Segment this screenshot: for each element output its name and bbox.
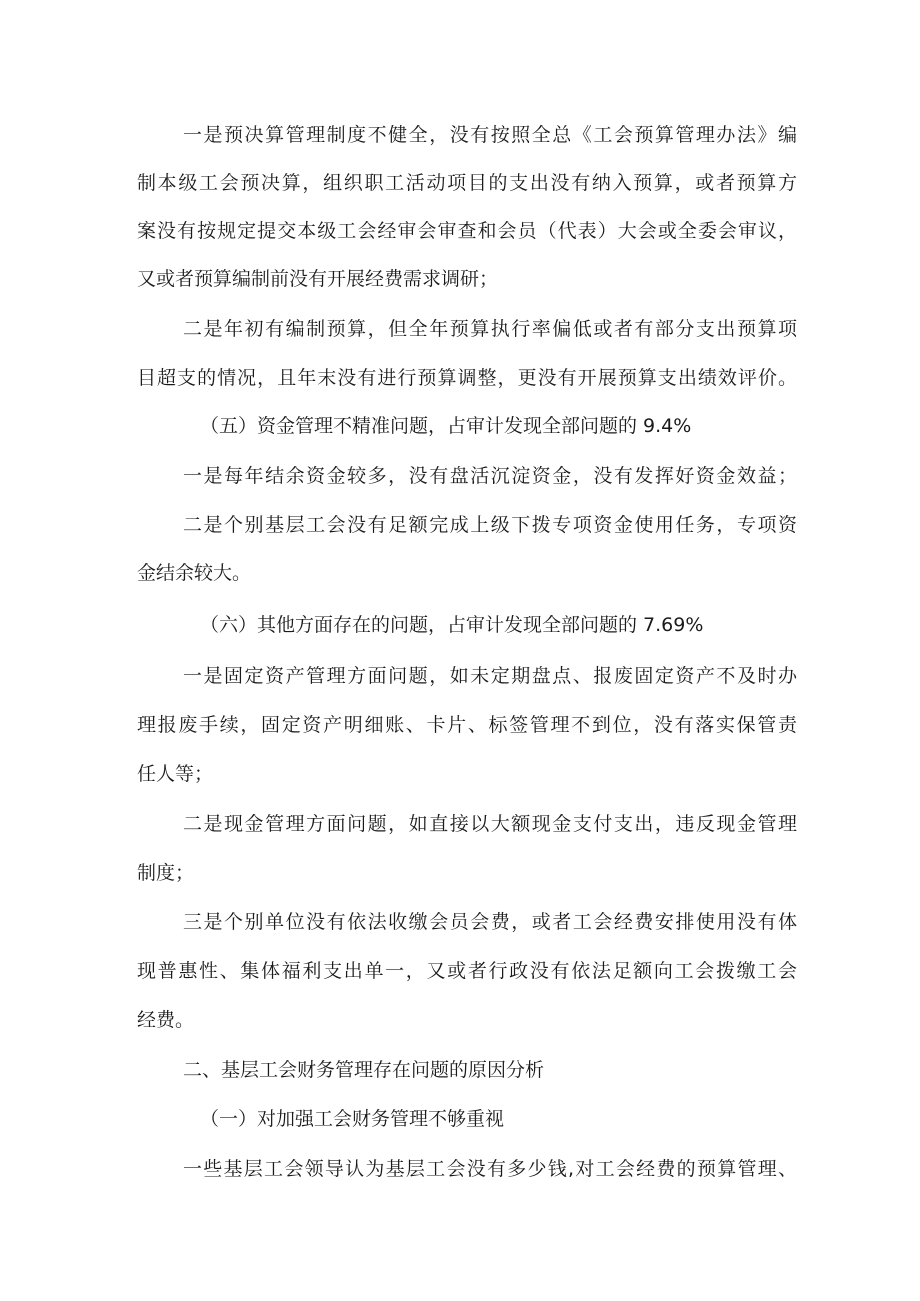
paragraph-line: 又或者预算编制前没有开展经费需求调研；	[137, 268, 499, 290]
paragraph-line: 三是个别单位没有依法收缴会员会费，或者工会经费安排使用没有体	[183, 911, 797, 933]
paragraph-line: 制度；	[137, 862, 195, 884]
section-heading: （五）资金管理不精准问题，占审计发现全部问题的 9.4%	[200, 415, 692, 437]
paragraph-line: 一是每年结余资金较多，没有盘活沉淀资金，没有发挥好资金效益；	[183, 465, 797, 487]
section-heading: 二、基层工会财务管理存在问题的原因分析	[183, 1059, 545, 1081]
paragraph-line: 二是年初有编制预算，但全年预算执行率偏低或者有部分支出预算项	[183, 318, 797, 340]
paragraph-line: 二是现金管理方面问题，如直接以大额现金支付支出，违反现金管理	[183, 813, 797, 835]
paragraph-line: 金结余较大。	[137, 562, 252, 584]
subsection-heading: （一）对加强工会财务管理不够重视	[200, 1108, 505, 1130]
section-heading: （六）其他方面存在的问题，占审计发现全部问题的 7.69%	[200, 614, 704, 636]
paragraph-line: 二是个别基层工会没有足额完成上级下拨专项资金使用任务，专项资	[183, 514, 797, 536]
paragraph-line: 一是预决算管理制度不健全，没有按照全总《工会预算管理办法》编	[183, 124, 797, 146]
paragraph-line: 案没有按规定提交本级工会经审会审查和会员（代表）大会或全委会审议，	[137, 220, 797, 242]
paragraph-line: 一些基层工会领导认为基层工会没有多少钱,对工会经费的预算管理、	[183, 1158, 797, 1180]
paragraph-line: 理报废手续，固定资产明细账、卡片、标签管理不到位，没有落实保管责	[137, 714, 797, 736]
paragraph-line: 现普惠性、集体福利支出单一，又或者行政没有依法足额向工会拨缴工会	[137, 960, 797, 982]
paragraph-line: 制本级工会预决算，组织职工活动项目的支出没有纳入预算，或者预算方	[137, 172, 797, 194]
paragraph-line: 一是固定资产管理方面问题，如未定期盘点、报废固定资产不及时办	[183, 665, 797, 687]
paragraph-line: 任人等；	[137, 763, 214, 785]
paragraph-line: 目超支的情况，且年末没有进行预算调整，更没有开展预算支出绩效评价。	[137, 367, 797, 389]
paragraph-line: 经费。	[137, 1009, 195, 1031]
